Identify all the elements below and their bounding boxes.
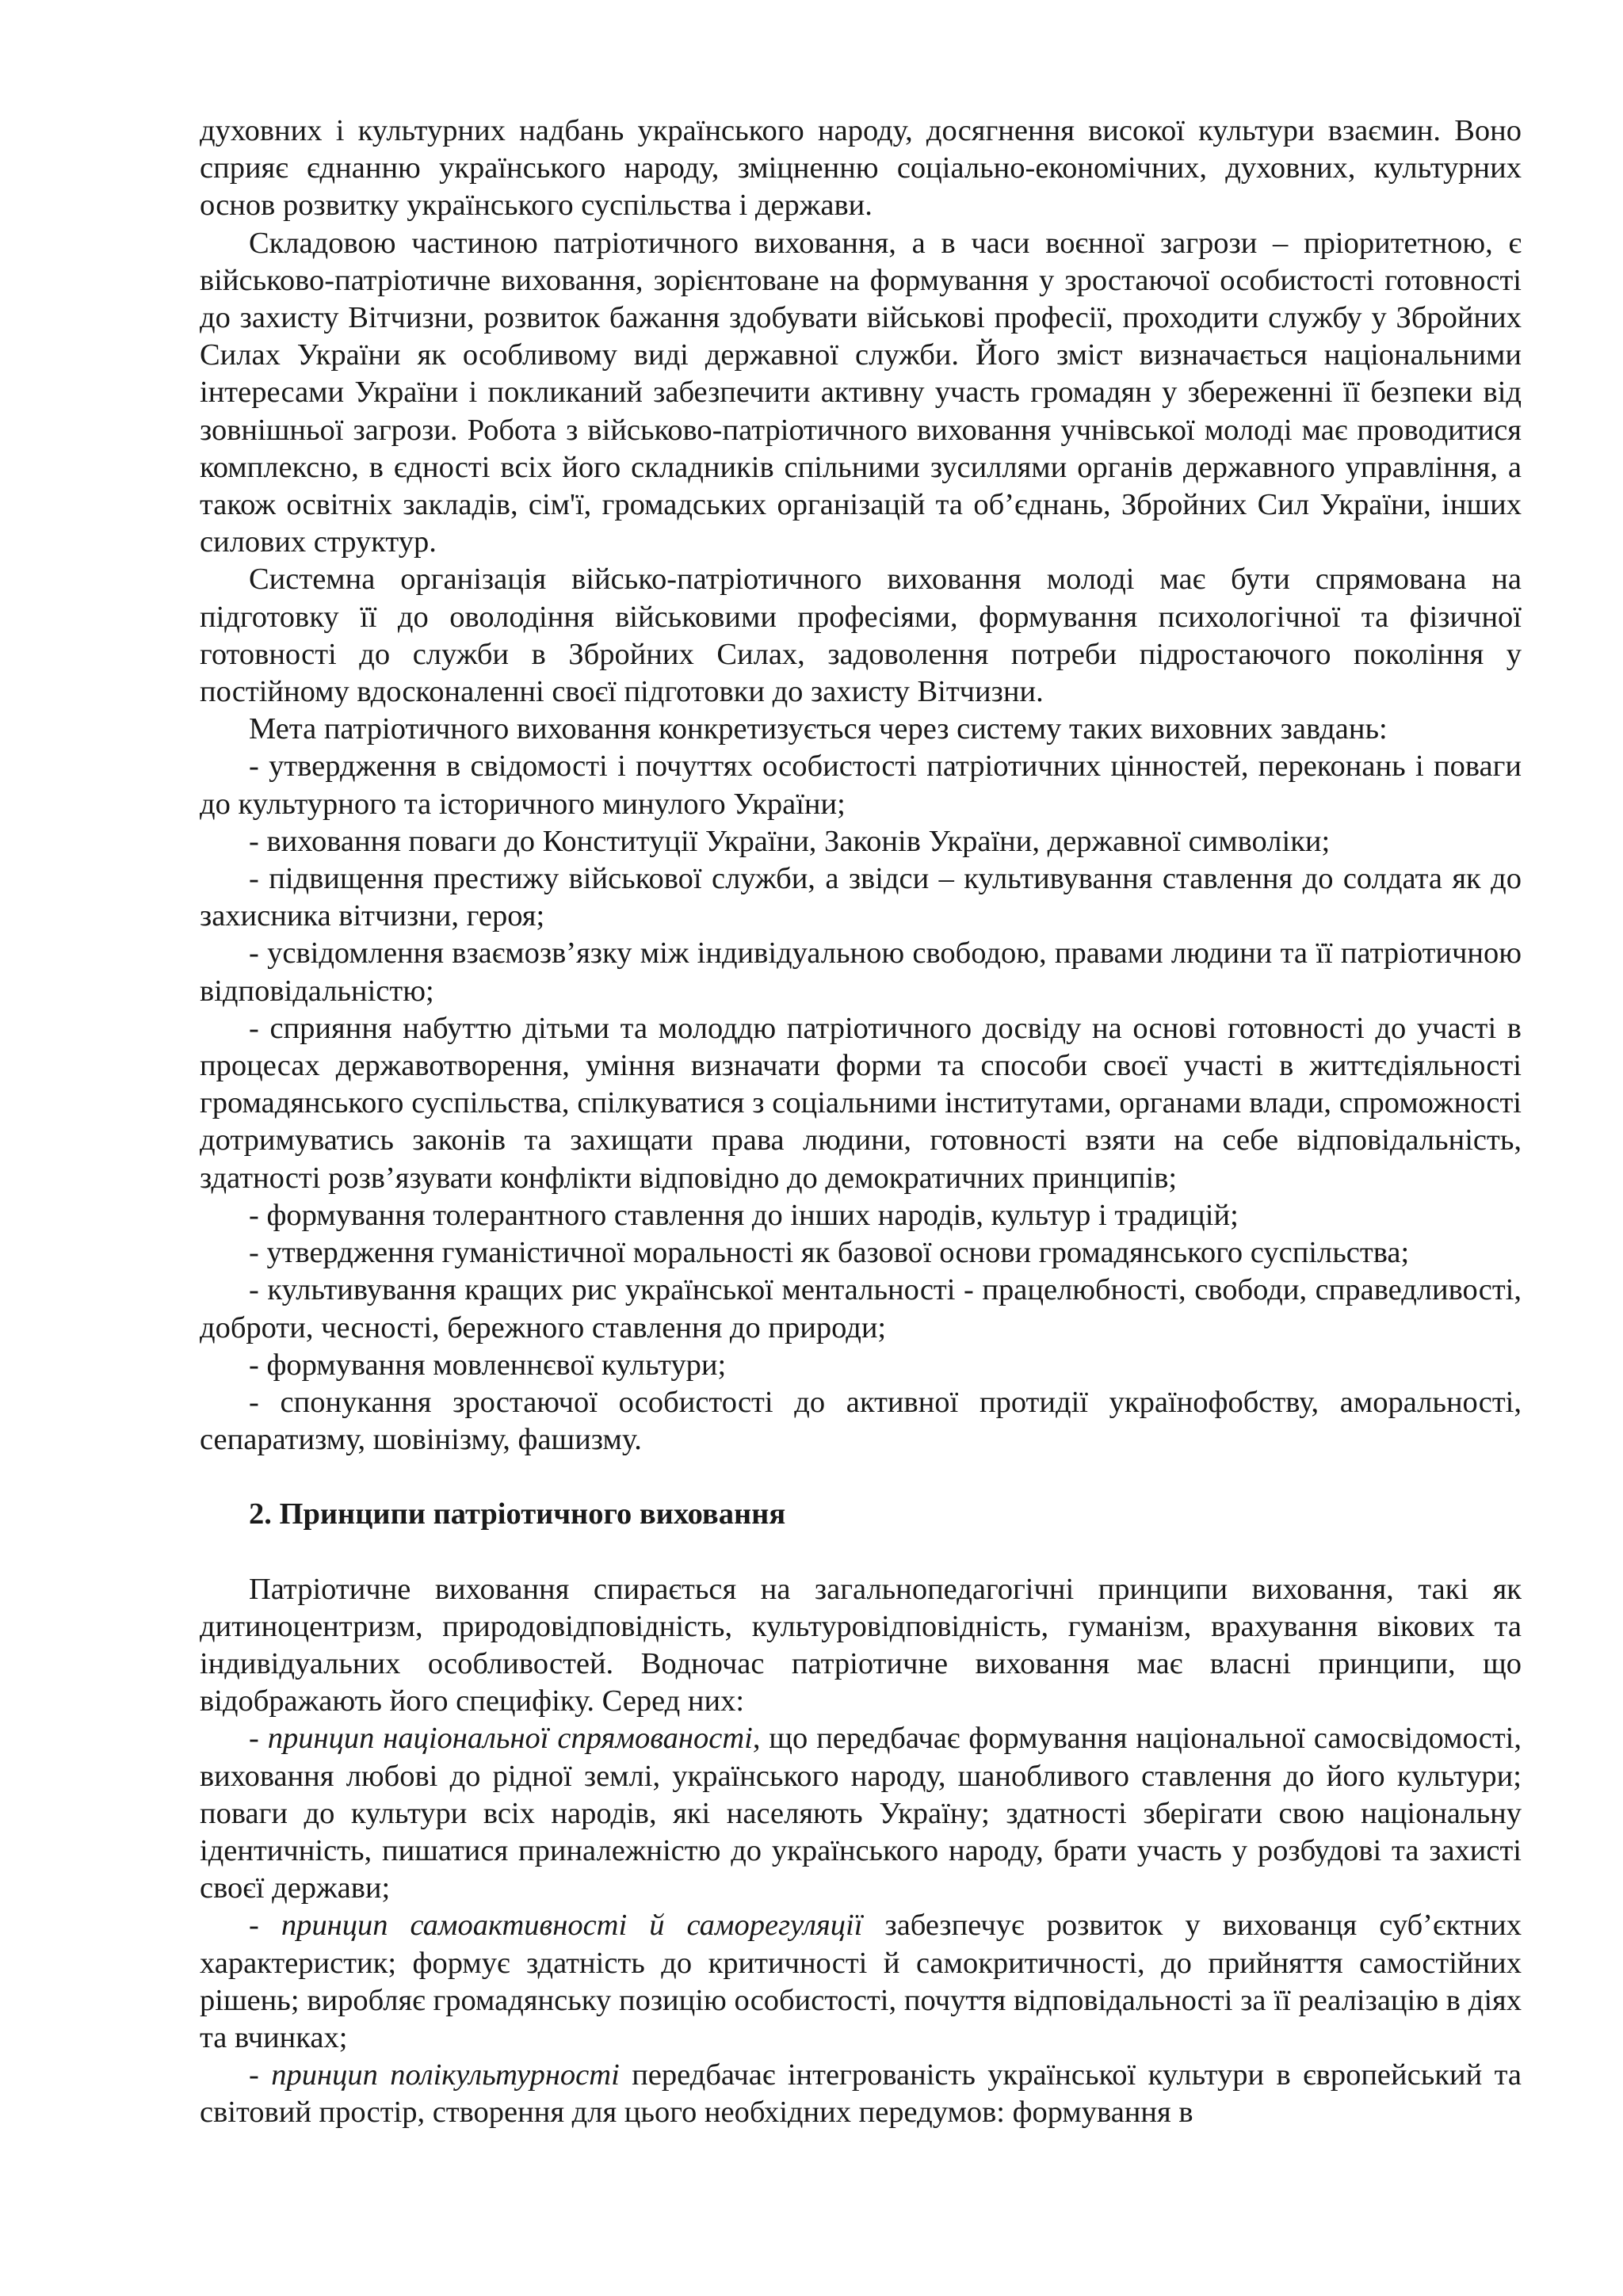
body-paragraph: Системна організація військо-патріотичного виховання молоді має бути спрямована на підготовку її до оволодіння військовими професіями, формування психологічної та фізичної готовності до служби в Збройних Силах, задоволення потреби підростаючого покоління у постійному вдосконаленні своєї підготовки до захисту Вітчизни. [200,563,1522,709]
body-paragraph: - культивування кращих рис української ментальності - працелюбності, свободи, справедливості, доброти, чесності, бережного ставлення до природи; [200,1273,1522,1344]
body-paragraph: - утвердження гуманістичної моральності як базової основи громадянського суспільства; [249,1236,1410,1270]
principle-dash: - [249,2058,272,2092]
body-paragraph: - формування толерантного ставлення до інших народів, культур і традицій; [249,1198,1239,1232]
document-page [200,113,1522,2132]
section-1-body [200,113,1522,1459]
principle-description: забезпечує розвиток у вихованця суб’єктних характеристик; формує здатність до критичності й самокритичності, до прийняття самостійних рішень; виробляє громадянську позицію особистості, почуття відповідальності за її реалізацію в діях та вчинках; [200,1909,1522,2054]
section-heading: 2. Принципи патріотичного виховання [249,1497,786,1531]
body-paragraph: Складовою частиною патріотичного виховання, а в часи воєнної загрози – пріоритетною, є військово-патріотичне виховання, зорієнтоване на формування у зростаючої особистості готовності до захисту Вітчизни, розвиток бажання здобувати військові професії, проходити службу у Збройних Силах України як особливому виді державної служби. Його зміст визначається національними інтересами України і покликаний забезпечити активну участь громадян у збереженні її безпеки від зовнішньої загрози. Робота з військово-патріотичного виховання учнівської молоді має проводитися комплексно, в єдності всіх його складників спільними зусиллями органів державного управління, а також освітніх закладів, сім'ї, громадських організацій та об’єднань, Збройних Сил України, інших силових структур. [200,226,1522,559]
spacer [200,1459,1522,1496]
principle-term: принцип самоактивності й саморегуляції [281,1909,863,1943]
principle-item [200,1907,1522,2057]
principle-dash: - [249,1722,268,1756]
body-paragraph: - формування мовленнєвої культури; [249,1348,727,1382]
body-paragraph: - виховання поваги до Конституції України, Законів України, державної символіки; [249,824,1331,858]
principle-description: , що передбачає формування національної самосвідомості, виховання любові до рідної землі, українського народу, шанобливого ставлення до його культури; поваги до культури всіх народів, які населяють Україну; здатності зберігати свою національну ідентичність, пишатися приналежністю до українського народу, брати участь у розбудові та захисті своєї держави; [200,1722,1522,1905]
section-2-intro: Патріотичне виховання спирається на загальнопедагогічні принципи виховання, такі як дитиноцентризм, природовідповідність, культуровідповідність, гуманізм, врахування вікових та індивідуальних особливостей. Водночас патріотичне виховання має власні принципи, що відображають його специфіку. Серед них: [200,1572,1522,1718]
body-paragraph: духовних і культурних надбань українського народу, досягнення високої культури взаємин. Воно сприяє єднанню українського народу, зміцненню соціально-економічних, духовних, культурних основ розвитку українського суспільства і держави. [200,114,1522,223]
body-paragraph: - усвідомлення взаємозв’язку між індивідуальною свободою, правами людини та її патріотичною відповідальністю; [200,936,1522,1008]
body-paragraph: - утвердження в свідомості і почуттях особистості патріотичних цінностей, переконань і поваги до культурного та історичного минулого України; [200,749,1522,821]
spacer [200,1534,1522,1571]
principle-term: принцип полікультурності [271,2058,620,2092]
principles-list [200,1720,1522,2131]
principle-dash: - [249,1909,281,1943]
principle-item [200,2057,1522,2131]
principle-description: передбачає інтегрованість української культури в європейський та світовий простір, створення для цього необхідних передумов: формування в [200,2058,1522,2130]
body-paragraph: - сприяння набуттю дітьми та молоддю патріотичного досвіду на основі готовності до участі в процесах державотворення, уміння визначати форми та способи своєї участі в життєдіяльності громадянського суспільства, спілкуватися з соціальними інститутами, органами влади, спроможності дотримуватись законів та захищати права людини, готовності взяти на себе відповідальність, здатності розв’язувати конфлікти відповідно до демократичних принципів; [200,1011,1522,1195]
body-paragraph: Мета патріотичного виховання конкретизується через систему таких виховних завдань: [249,712,1388,746]
principle-term: принцип національної спрямованості [267,1722,753,1756]
body-paragraph: - підвищення престижу військової служби, а звідси – культивування ставлення до солдата як до захисника вітчизни, героя; [200,862,1522,933]
body-paragraph: - спонукання зростаючої особистості до активної протидії українофобству, аморальності, сепаратизму, шовінізму, фашизму. [200,1385,1522,1457]
principle-item [200,1720,1522,1907]
